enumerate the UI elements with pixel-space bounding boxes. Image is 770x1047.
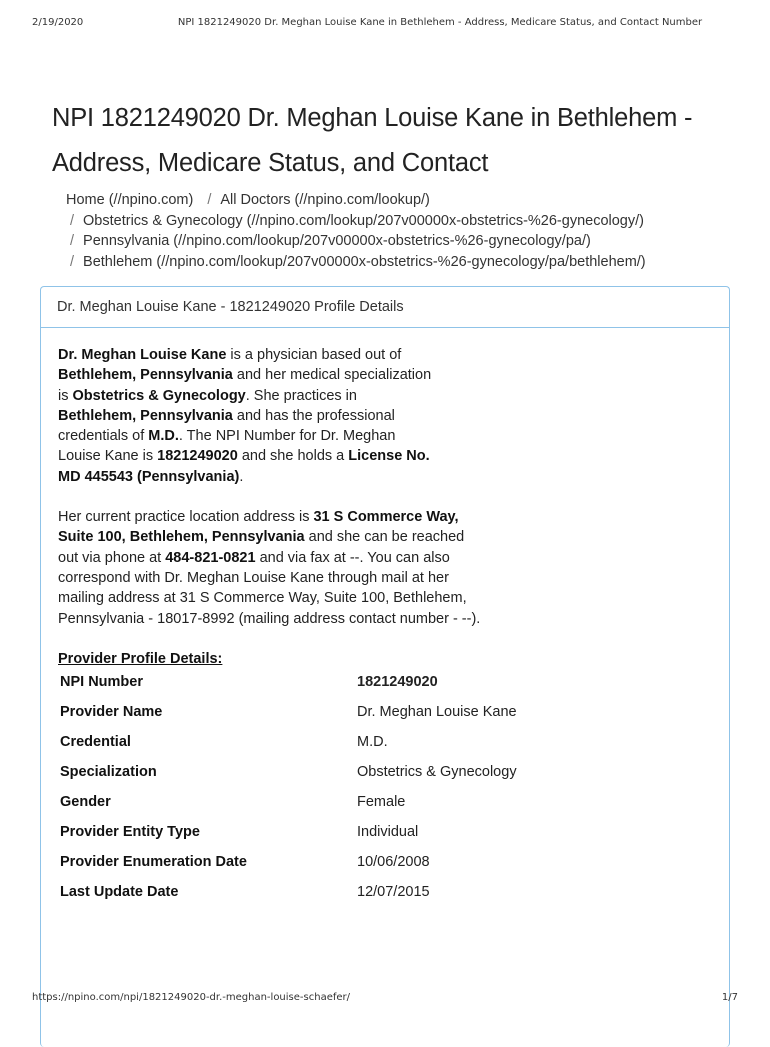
specialization: Obstetrics & Gynecology bbox=[72, 387, 246, 404]
profile-card-body bbox=[41, 328, 729, 914]
table-row bbox=[60, 824, 517, 854]
profile-details-card bbox=[40, 286, 730, 1047]
print-document-title: NPI 1821249020 Dr. Meghan Louise Kane in Bethlehem - Address, Medicare Status, and Contact Number bbox=[177, 17, 703, 28]
detail-value: Dr. Meghan Louise Kane bbox=[357, 703, 517, 720]
license-number: License No. MD 445543 (Pennsylvania) bbox=[58, 448, 430, 485]
detail-value: 12/07/2015 bbox=[357, 883, 430, 900]
detail-label: Provider Name bbox=[60, 703, 163, 720]
breadcrumb-specialty-link[interactable]: Obstetrics & Gynecology (//npino.com/lookup/207v00000x-obstetrics-%26-gynecology/) bbox=[83, 212, 644, 229]
summary-text: . bbox=[239, 468, 244, 485]
credential: M.D. bbox=[148, 428, 179, 445]
print-footer bbox=[32, 992, 738, 1006]
breadcrumb-row bbox=[56, 190, 746, 211]
summary-text: is a physician based out of bbox=[226, 347, 402, 363]
profile-card-header: Dr. Meghan Louise Kane - 1821249020 Profile Details bbox=[41, 287, 729, 328]
table-row bbox=[60, 884, 517, 914]
practice-address: 31 S Commerce Way, Suite 100, Bethlehem, Pennsylvania bbox=[58, 509, 459, 546]
contact-text: Her current practice location address is bbox=[58, 509, 314, 526]
breadcrumb-separator: / bbox=[70, 233, 75, 249]
summary-text: . She practices in bbox=[245, 387, 357, 404]
detail-label: Provider Entity Type bbox=[60, 823, 200, 840]
breadcrumb-state-link[interactable]: Pennsylvania (//npino.com/lookup/207v00000x-obstetrics-%26-gynecology/pa/) bbox=[83, 233, 591, 249]
detail-label: Gender bbox=[60, 793, 111, 810]
table-row bbox=[60, 704, 517, 734]
table-row bbox=[60, 854, 517, 884]
table-row bbox=[60, 674, 517, 704]
breadcrumb-separator: / bbox=[207, 192, 212, 208]
table-row bbox=[60, 734, 517, 764]
breadcrumb-separator: / bbox=[70, 212, 75, 229]
breadcrumb-all-doctors-link[interactable]: All Doctors (//npino.com/lookup/) bbox=[220, 192, 430, 208]
breadcrumb-row bbox=[56, 211, 746, 232]
profile-summary-paragraph bbox=[58, 345, 438, 487]
detail-label: Specialization bbox=[60, 763, 157, 780]
npi-number: 1821249020 bbox=[157, 448, 238, 465]
provider-name: Dr. Meghan Louise Kane bbox=[58, 347, 227, 363]
provider-profile-details-heading: Provider Profile Details: bbox=[58, 650, 223, 667]
breadcrumb-home-link[interactable]: Home (//npino.com) bbox=[66, 192, 194, 208]
breadcrumb bbox=[56, 190, 746, 272]
breadcrumb-row bbox=[56, 231, 746, 252]
summary-text: and her medical specialization is bbox=[58, 367, 432, 404]
detail-value: Individual bbox=[357, 823, 419, 840]
practice-location: Bethlehem, Pennsylvania bbox=[58, 407, 233, 424]
detail-label: Provider Enumeration Date bbox=[60, 853, 247, 870]
contact-paragraph bbox=[58, 507, 488, 629]
detail-value: Obstetrics & Gynecology bbox=[357, 763, 517, 780]
detail-label: Credential bbox=[60, 733, 131, 750]
detail-value: 10/06/2008 bbox=[357, 853, 430, 870]
breadcrumb-separator: / bbox=[70, 253, 75, 270]
breadcrumb-city-link[interactable]: Bethlehem (//npino.com/lookup/207v00000x-obstetrics-%26-gynecology/pa/bethlehem/) bbox=[83, 253, 646, 270]
print-page-url: https://npino.com/npi/1821249020-dr.-meghan-louise-schaefer/ bbox=[32, 992, 351, 1003]
detail-value: 1821249020 bbox=[357, 673, 438, 690]
contact-text: and she can be reached out via phone at bbox=[58, 529, 465, 566]
detail-value: M.D. bbox=[357, 733, 388, 750]
table-row bbox=[60, 764, 517, 794]
page-title: NPI 1821249020 Dr. Meghan Louise Kane in Bethlehem - Address, Medicare Status, and Contact bbox=[52, 104, 693, 177]
detail-value: Female bbox=[357, 793, 406, 810]
print-date: 2/19/2020 bbox=[32, 17, 84, 28]
contact-text: and via fax at --. You can also correspond with Dr. Meghan Louise Kane through mail at her mailing address at 31 S Commerce Way, Suite 100, Bethlehem, Pennsylvania - 18017-8992 (mailing address contact number - --). bbox=[58, 549, 481, 627]
summary-text: and has the professional credentials of bbox=[58, 407, 395, 445]
detail-label: NPI Number bbox=[60, 673, 143, 690]
summary-text: . The NPI Number for Dr. Meghan Louise Kane is bbox=[58, 428, 396, 465]
print-header bbox=[32, 17, 738, 31]
breadcrumb-row bbox=[56, 252, 746, 273]
print-page-number: 1/7 bbox=[721, 992, 738, 1003]
practice-location: Bethlehem, Pennsylvania bbox=[58, 367, 233, 384]
detail-label: Last Update Date bbox=[60, 883, 179, 900]
summary-text: and she holds a bbox=[237, 448, 349, 465]
table-row bbox=[60, 794, 517, 824]
provider-details-table bbox=[60, 674, 517, 914]
phone-number: 484-821-0821 bbox=[165, 549, 256, 566]
